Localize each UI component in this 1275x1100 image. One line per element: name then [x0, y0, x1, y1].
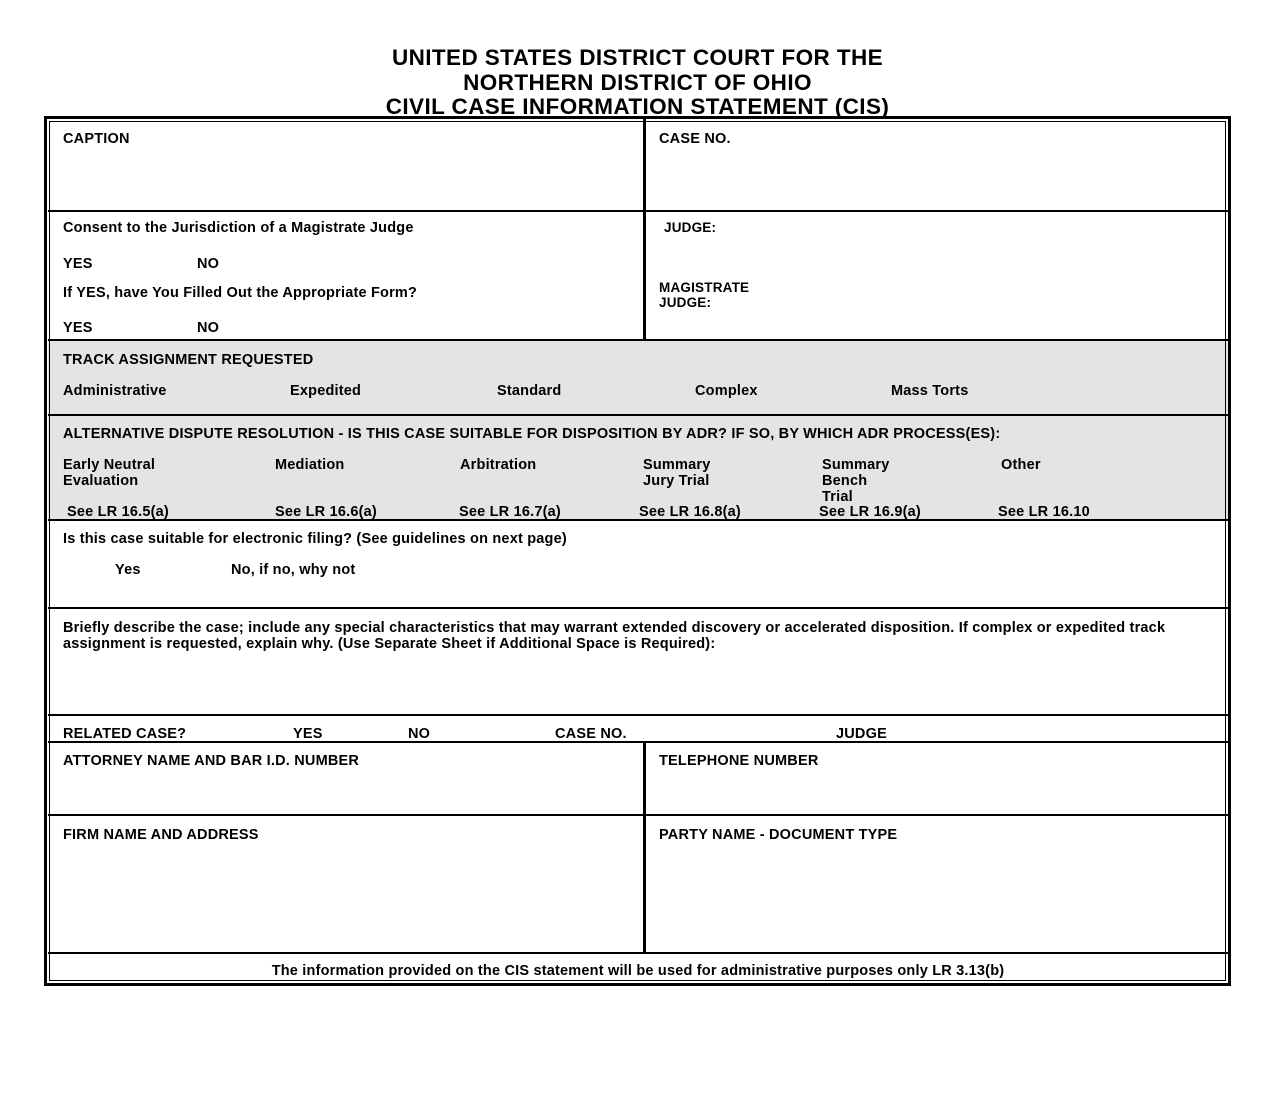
adr-option-early-neutral-evaluation[interactable] — [63, 457, 155, 489]
caption-field[interactable] — [52, 150, 640, 208]
adr-rule: See LR 16.9(a) — [819, 504, 921, 520]
related-case-no-field[interactable] — [645, 720, 825, 740]
district-title: NORTHERN DISTRICT OF OHIO — [463, 70, 812, 95]
adr-rule: See LR 16.6(a) — [275, 504, 377, 520]
case-description-label: Briefly describe the case; include any special characteristics that may warrant extended discovery or accelerated disposition. If complex or expedited track assignment is requested, explain why. (Use Separate Sheet if Additional Space is Required): — [63, 620, 1166, 652]
track-option-administrative[interactable]: Administrative — [63, 383, 167, 399]
adr-option-line: Evaluation — [63, 473, 139, 489]
related-judge-label: JUDGE — [836, 726, 887, 742]
consent-yes-option[interactable]: YES — [63, 256, 93, 272]
judge-label: JUDGE: — [664, 220, 717, 235]
telephone-field[interactable] — [648, 772, 1224, 812]
related-no-option[interactable]: NO — [408, 726, 431, 742]
adr-label: ALTERNATIVE DISPUTE RESOLUTION - IS THIS CASE SUITABLE FOR DISPOSITION BY ADR? IF SO, BY WHICH ADR PROCESS(ES): — [63, 426, 1001, 442]
case-description-field[interactable] — [52, 656, 1224, 712]
adr-option-mediation[interactable] — [275, 457, 344, 473]
form-no-option[interactable]: NO — [197, 320, 220, 336]
divider — [48, 414, 1228, 416]
footer-note: The information provided on the CIS statement will be used for administrative purposes only LR 3.13(b) — [271, 963, 1005, 979]
column-divider — [643, 119, 646, 340]
adr-option-line: Early Neutral — [63, 457, 156, 473]
related-case-label: RELATED CASE? — [63, 726, 187, 742]
adr-option-other[interactable] — [1001, 457, 1041, 473]
adr-option-arbitration[interactable] — [460, 457, 536, 473]
firm-field[interactable] — [52, 846, 640, 950]
efiling-yes-option[interactable]: Yes — [115, 562, 141, 578]
caption-label: CAPTION — [63, 131, 130, 147]
adr-option-summary-bench-trial[interactable] — [822, 457, 890, 505]
magistrate-judge-field[interactable] — [780, 278, 1220, 312]
adr-option-line: Mediation — [275, 457, 345, 473]
form-yes-option[interactable]: YES — [63, 320, 93, 336]
column-divider — [643, 742, 646, 953]
magistrate-label-line1: MAGISTRATE — [659, 280, 750, 295]
form-question-label: If YES, have You Filled Out the Appropriate Form? — [63, 285, 418, 301]
adr-rule: See LR 16.5(a) — [67, 504, 169, 520]
adr-option-line: Summary — [643, 457, 711, 473]
attorney-field[interactable] — [52, 772, 640, 812]
adr-option-summary-jury-trial[interactable] — [643, 457, 711, 489]
adr-rule: See LR 16.7(a) — [459, 504, 561, 520]
divider — [48, 714, 1228, 716]
track-option-standard[interactable]: Standard — [497, 383, 562, 399]
track-option-mass-torts[interactable]: Mass Torts — [891, 383, 969, 399]
divider — [48, 339, 1228, 341]
related-yes-option[interactable]: YES — [293, 726, 323, 742]
related-judge-field[interactable] — [905, 720, 1220, 740]
court-title: UNITED STATES DISTRICT COURT FOR THE — [391, 45, 884, 70]
adr-option-line: Summary — [822, 457, 890, 473]
track-assignment-label: TRACK ASSIGNMENT REQUESTED — [63, 352, 314, 368]
adr-option-line: Arbitration — [460, 457, 537, 473]
adr-rule: See LR 16.8(a) — [639, 504, 741, 520]
divider — [48, 210, 1228, 212]
divider — [48, 741, 1228, 743]
track-option-expedited[interactable]: Expedited — [290, 383, 362, 399]
party-field[interactable] — [648, 846, 1224, 950]
judge-field[interactable] — [730, 216, 1220, 238]
track-option-complex[interactable]: Complex — [695, 383, 758, 399]
divider — [48, 814, 1228, 816]
adr-rule: See LR 16.10 — [998, 504, 1090, 520]
adr-option-line: Other — [1001, 457, 1041, 473]
consent-label: Consent to the Jurisdiction of a Magistrate Judge — [63, 220, 414, 236]
adr-option-line: Trial — [822, 489, 853, 505]
efiling-reason-field[interactable] — [390, 558, 1220, 602]
telephone-label: TELEPHONE NUMBER — [659, 753, 819, 769]
consent-no-option[interactable]: NO — [197, 256, 220, 272]
case-no-field[interactable] — [648, 150, 1224, 208]
form-title: CIVIL CASE INFORMATION STATEMENT (CIS) — [385, 94, 890, 119]
party-label: PARTY NAME - DOCUMENT TYPE — [659, 827, 898, 843]
case-no-label: CASE NO. — [659, 131, 731, 147]
attorney-label: ATTORNEY NAME AND BAR I.D. NUMBER — [63, 753, 360, 769]
magistrate-label-line2: JUDGE: — [659, 295, 712, 310]
related-case-no-label: CASE NO. — [555, 726, 627, 742]
adr-option-line: Bench — [822, 473, 868, 489]
divider — [48, 607, 1228, 609]
efiling-no-option[interactable]: No, if no, why not — [231, 562, 356, 578]
divider — [48, 952, 1228, 954]
firm-label: FIRM NAME AND ADDRESS — [63, 827, 259, 843]
adr-option-line: Jury Trial — [643, 473, 710, 489]
efiling-question: Is this case suitable for electronic filing? (See guidelines on next page) — [63, 531, 567, 547]
